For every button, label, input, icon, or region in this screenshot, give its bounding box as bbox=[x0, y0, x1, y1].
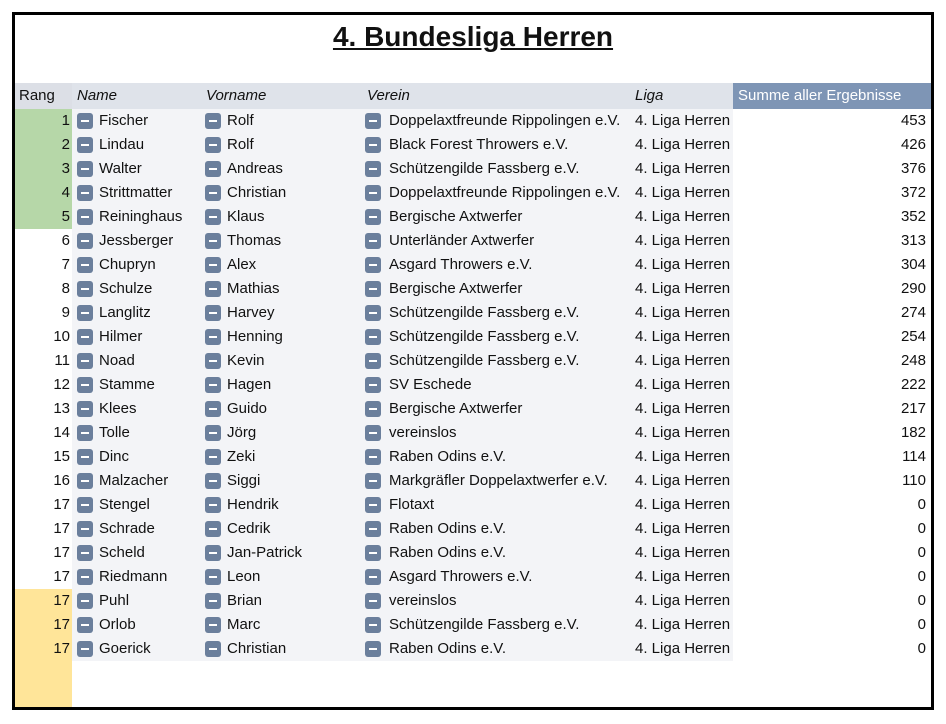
liga-cell[interactable]: 4. Liga Herren bbox=[635, 520, 731, 537]
name-cell[interactable]: Schrade bbox=[99, 520, 155, 537]
summe-cell[interactable]: 0 bbox=[917, 520, 926, 537]
summe-cell[interactable]: 248 bbox=[900, 352, 926, 369]
rang-cell[interactable]: 7 bbox=[61, 256, 70, 273]
liga-cell[interactable]: 4. Liga Herren bbox=[635, 112, 731, 129]
liga-cell[interactable]: 4. Liga Herren bbox=[635, 328, 731, 345]
minus-square-icon[interactable] bbox=[205, 353, 221, 369]
summe-cell[interactable]: 0 bbox=[917, 640, 926, 657]
vorname-cell[interactable]: Hagen bbox=[227, 376, 272, 393]
rang-cell[interactable]: 9 bbox=[61, 304, 70, 321]
minus-square-icon[interactable] bbox=[205, 401, 221, 417]
minus-square-icon[interactable] bbox=[77, 281, 93, 297]
name-cell[interactable]: Hilmer bbox=[99, 328, 143, 345]
minus-square-icon[interactable] bbox=[365, 257, 381, 273]
liga-cell[interactable]: 4. Liga Herren bbox=[635, 136, 731, 153]
minus-square-icon[interactable] bbox=[205, 377, 221, 393]
table-row bbox=[15, 205, 931, 229]
name-cell[interactable]: Jessberger bbox=[99, 232, 174, 249]
minus-square-icon[interactable] bbox=[77, 209, 93, 225]
minus-square-icon[interactable] bbox=[77, 593, 93, 609]
header-rang[interactable]: Rang bbox=[15, 83, 72, 109]
table-row bbox=[15, 637, 931, 661]
minus-square-icon[interactable] bbox=[205, 161, 221, 177]
name-cell[interactable]: Reininghaus bbox=[99, 208, 183, 225]
rang-cell[interactable]: 6 bbox=[61, 232, 70, 249]
minus-square-icon[interactable] bbox=[205, 185, 221, 201]
liga-cell[interactable]: 4. Liga Herren bbox=[635, 640, 731, 657]
minus-square-icon[interactable] bbox=[205, 497, 221, 513]
summe-cell[interactable]: 114 bbox=[902, 448, 926, 465]
name-cell[interactable]: Riedmann bbox=[99, 568, 168, 585]
minus-square-icon[interactable] bbox=[77, 137, 93, 153]
minus-square-icon[interactable] bbox=[365, 425, 381, 441]
minus-square-icon[interactable] bbox=[205, 281, 221, 297]
vorname-cell[interactable]: Hendrik bbox=[227, 496, 279, 513]
summe-cell[interactable]: 222 bbox=[900, 376, 926, 393]
minus-square-icon[interactable] bbox=[205, 617, 221, 633]
vorname-cell[interactable]: Leon bbox=[227, 568, 261, 585]
liga-cell[interactable]: 4. Liga Herren bbox=[635, 424, 731, 441]
minus-square-icon[interactable] bbox=[205, 113, 221, 129]
minus-square-icon[interactable] bbox=[77, 497, 93, 513]
minus-square-icon[interactable] bbox=[365, 305, 381, 321]
minus-square-icon[interactable] bbox=[205, 137, 221, 153]
table-row bbox=[15, 133, 931, 157]
minus-square-icon[interactable] bbox=[77, 353, 93, 369]
liga-cell[interactable]: 4. Liga Herren bbox=[635, 232, 731, 249]
minus-square-icon[interactable] bbox=[365, 209, 381, 225]
vorname-cell[interactable]: Alex bbox=[227, 256, 257, 273]
summe-cell[interactable]: 453 bbox=[900, 112, 926, 129]
verein-cell[interactable]: Schützengilde Fassberg e.V. bbox=[389, 304, 580, 321]
minus-square-icon[interactable] bbox=[77, 449, 93, 465]
minus-square-icon[interactable] bbox=[365, 473, 381, 489]
minus-square-icon[interactable] bbox=[365, 233, 381, 249]
minus-square-icon[interactable] bbox=[365, 593, 381, 609]
rang-cell[interactable]: 2 bbox=[61, 136, 70, 153]
page-title: 4. Bundesliga Herren bbox=[332, 21, 614, 52]
minus-square-icon[interactable] bbox=[205, 329, 221, 345]
name-cell[interactable]: Scheld bbox=[99, 544, 145, 561]
table-row bbox=[15, 613, 931, 637]
name-cell[interactable]: Strittmatter bbox=[99, 184, 173, 201]
header-vorname[interactable]: Vorname bbox=[206, 87, 267, 104]
verein-cell[interactable]: Bergische Axtwerfer bbox=[389, 208, 523, 225]
summe-cell[interactable]: 0 bbox=[917, 616, 926, 633]
minus-square-icon[interactable] bbox=[77, 521, 93, 537]
rang-cell[interactable]: 14 bbox=[53, 424, 70, 441]
name-cell[interactable]: Goerick bbox=[99, 640, 151, 657]
summe-cell[interactable]: 290 bbox=[900, 280, 926, 297]
summe-cell[interactable]: 0 bbox=[917, 496, 926, 513]
liga-cell[interactable]: 4. Liga Herren bbox=[635, 256, 731, 273]
minus-square-icon[interactable] bbox=[77, 185, 93, 201]
minus-square-icon[interactable] bbox=[205, 569, 221, 585]
minus-square-icon[interactable] bbox=[205, 305, 221, 321]
table-frame bbox=[12, 12, 934, 710]
vorname-cell[interactable]: Andreas bbox=[227, 160, 283, 177]
rang-cell[interactable]: 17 bbox=[53, 640, 70, 657]
rang-cell[interactable]: 17 bbox=[53, 568, 70, 585]
minus-square-icon[interactable] bbox=[205, 593, 221, 609]
header-name[interactable]: Name bbox=[77, 87, 118, 104]
minus-square-icon[interactable] bbox=[205, 641, 221, 657]
summe-cell[interactable]: 182 bbox=[900, 424, 926, 441]
summe-cell[interactable]: 376 bbox=[900, 160, 926, 177]
rang-cell[interactable]: 16 bbox=[53, 472, 70, 489]
vorname-cell[interactable]: Marc bbox=[227, 616, 261, 633]
minus-square-icon[interactable] bbox=[365, 617, 381, 633]
table-row bbox=[15, 541, 931, 565]
minus-square-icon[interactable] bbox=[365, 185, 381, 201]
minus-square-icon[interactable] bbox=[77, 545, 93, 561]
verein-cell[interactable]: Raben Odins e.V. bbox=[389, 640, 507, 657]
verein-cell[interactable]: Schützengilde Fassberg e.V. bbox=[389, 352, 580, 369]
liga-cell[interactable]: 4. Liga Herren bbox=[635, 280, 731, 297]
verein-cell[interactable]: Doppelaxtfreunde Rippolingen e.V. bbox=[389, 112, 621, 129]
minus-square-icon[interactable] bbox=[205, 545, 221, 561]
summe-cell[interactable]: 304 bbox=[900, 256, 926, 273]
rang-cell[interactable]: 17 bbox=[53, 616, 70, 633]
verein-cell[interactable]: vereinslos bbox=[389, 592, 457, 609]
liga-cell[interactable]: 4. Liga Herren bbox=[635, 160, 731, 177]
vorname-cell[interactable]: Rolf bbox=[227, 136, 254, 153]
rang-cell[interactable]: 15 bbox=[53, 448, 70, 465]
minus-square-icon[interactable] bbox=[365, 521, 381, 537]
vorname-cell[interactable]: Mathias bbox=[227, 280, 280, 297]
table-row bbox=[15, 421, 931, 445]
summe-cell[interactable]: 426 bbox=[900, 136, 926, 153]
rang-cell[interactable]: 17 bbox=[53, 496, 70, 513]
verein-cell[interactable]: Doppelaxtfreunde Rippolingen e.V. bbox=[389, 184, 621, 201]
name-cell[interactable]: Orlob bbox=[99, 616, 136, 633]
name-cell[interactable]: Stengel bbox=[99, 496, 150, 513]
vorname-cell[interactable]: Rolf bbox=[227, 112, 254, 129]
rang-cell[interactable]: 5 bbox=[61, 208, 70, 225]
rang-cell[interactable]: 4 bbox=[61, 184, 70, 201]
summe-cell[interactable]: 0 bbox=[917, 568, 926, 585]
rang-cell[interactable]: 11 bbox=[54, 352, 70, 369]
rang-cell[interactable]: 3 bbox=[61, 160, 70, 177]
table-row bbox=[15, 565, 931, 589]
vorname-cell[interactable]: Kevin bbox=[227, 352, 265, 369]
minus-square-icon[interactable] bbox=[77, 473, 93, 489]
liga-cell[interactable]: 4. Liga Herren bbox=[635, 352, 731, 369]
verein-cell[interactable]: Schützengilde Fassberg e.V. bbox=[389, 160, 580, 177]
summe-cell[interactable]: 352 bbox=[900, 208, 926, 225]
minus-square-icon[interactable] bbox=[365, 449, 381, 465]
name-cell[interactable]: Walter bbox=[99, 160, 142, 177]
minus-square-icon[interactable] bbox=[365, 401, 381, 417]
name-cell[interactable]: Puhl bbox=[99, 592, 130, 609]
vorname-cell[interactable]: Klaus bbox=[227, 208, 265, 225]
vorname-cell[interactable]: Zeki bbox=[227, 448, 256, 465]
vorname-cell[interactable]: Siggi bbox=[227, 472, 261, 489]
vorname-cell[interactable]: Christian bbox=[227, 640, 287, 657]
rang-cell[interactable]: 8 bbox=[61, 280, 70, 297]
summe-cell[interactable]: 217 bbox=[900, 400, 926, 417]
verein-cell[interactable]: Asgard Throwers e.V. bbox=[389, 568, 533, 585]
minus-square-icon[interactable] bbox=[77, 377, 93, 393]
summe-cell[interactable]: 372 bbox=[900, 184, 926, 201]
minus-square-icon[interactable] bbox=[205, 257, 221, 273]
minus-square-icon[interactable] bbox=[205, 473, 221, 489]
minus-square-icon[interactable] bbox=[365, 497, 381, 513]
minus-square-icon[interactable] bbox=[365, 569, 381, 585]
name-cell[interactable]: Lindau bbox=[99, 136, 145, 153]
liga-cell[interactable]: 4. Liga Herren bbox=[635, 448, 731, 465]
minus-square-icon[interactable] bbox=[365, 545, 381, 561]
vorname-cell[interactable]: Jörg bbox=[227, 424, 257, 441]
minus-square-icon[interactable] bbox=[365, 641, 381, 657]
minus-square-icon[interactable] bbox=[77, 617, 93, 633]
table-row bbox=[15, 109, 931, 133]
verein-cell[interactable]: Unterländer Axtwerfer bbox=[389, 232, 535, 249]
name-cell[interactable]: Schulze bbox=[99, 280, 153, 297]
rang-cell[interactable]: 1 bbox=[61, 112, 70, 129]
rang-cell[interactable]: 10 bbox=[53, 328, 70, 345]
name-cell[interactable]: Tolle bbox=[99, 424, 130, 441]
vorname-cell[interactable]: Christian bbox=[227, 184, 287, 201]
liga-cell[interactable]: 4. Liga Herren bbox=[635, 376, 731, 393]
header-summe[interactable]: Summe aller Ergebnisse bbox=[733, 83, 931, 109]
table-row bbox=[15, 349, 931, 373]
table-row bbox=[15, 229, 931, 253]
header-liga[interactable]: Liga bbox=[635, 87, 664, 104]
vorname-cell[interactable]: Henning bbox=[227, 328, 283, 345]
liga-cell[interactable]: 4. Liga Herren bbox=[635, 616, 731, 633]
verein-cell[interactable]: Black Forest Throwers e.V. bbox=[389, 136, 569, 153]
minus-square-icon[interactable] bbox=[365, 353, 381, 369]
liga-cell[interactable]: 4. Liga Herren bbox=[635, 472, 731, 489]
vorname-cell[interactable]: Guido bbox=[227, 400, 268, 417]
table-row bbox=[15, 157, 931, 181]
minus-square-icon[interactable] bbox=[205, 425, 221, 441]
verein-cell[interactable]: Bergische Axtwerfer bbox=[389, 280, 523, 297]
vorname-cell[interactable]: Cedrik bbox=[227, 520, 271, 537]
name-cell[interactable]: Noad bbox=[99, 352, 135, 369]
table-row bbox=[15, 397, 931, 421]
liga-cell[interactable]: 4. Liga Herren bbox=[635, 544, 731, 561]
table-row bbox=[15, 469, 931, 493]
rang-cell[interactable]: 12 bbox=[53, 376, 70, 393]
vorname-cell[interactable]: Jan-Patrick bbox=[227, 544, 303, 561]
liga-cell[interactable]: 4. Liga Herren bbox=[635, 568, 731, 585]
minus-square-icon[interactable] bbox=[205, 233, 221, 249]
minus-square-icon[interactable] bbox=[365, 377, 381, 393]
minus-square-icon[interactable] bbox=[77, 257, 93, 273]
table-row bbox=[15, 589, 931, 613]
minus-square-icon[interactable] bbox=[77, 329, 93, 345]
vorname-cell[interactable]: Thomas bbox=[227, 232, 282, 249]
table-header bbox=[15, 83, 931, 109]
summe-cell[interactable]: 274 bbox=[900, 304, 926, 321]
table-row bbox=[15, 277, 931, 301]
liga-cell[interactable]: 4. Liga Herren bbox=[635, 208, 731, 225]
minus-square-icon[interactable] bbox=[205, 209, 221, 225]
rang-cell[interactable]: 13 bbox=[53, 400, 70, 417]
minus-square-icon[interactable] bbox=[77, 305, 93, 321]
name-cell[interactable]: Malzacher bbox=[99, 472, 169, 489]
verein-cell[interactable]: Flotaxt bbox=[389, 496, 435, 513]
minus-square-icon[interactable] bbox=[77, 569, 93, 585]
name-cell[interactable]: Chupryn bbox=[99, 256, 156, 273]
name-cell[interactable]: Dinc bbox=[99, 448, 130, 465]
table-row bbox=[15, 517, 931, 541]
verein-cell[interactable]: Raben Odins e.V. bbox=[389, 448, 507, 465]
rang-cell[interactable]: 17 bbox=[53, 544, 70, 561]
minus-square-icon[interactable] bbox=[77, 425, 93, 441]
minus-square-icon[interactable] bbox=[205, 449, 221, 465]
liga-cell[interactable]: 4. Liga Herren bbox=[635, 304, 731, 321]
verein-cell[interactable]: Schützengilde Fassberg e.V. bbox=[389, 328, 580, 345]
summe-cell[interactable]: 0 bbox=[917, 592, 926, 609]
summe-cell[interactable]: 254 bbox=[900, 328, 926, 345]
name-cell[interactable]: Langlitz bbox=[99, 304, 151, 321]
verein-cell[interactable]: SV Eschede bbox=[389, 376, 472, 393]
verein-cell[interactable]: Asgard Throwers e.V. bbox=[389, 256, 533, 273]
summe-cell[interactable]: 110 bbox=[902, 472, 926, 489]
table-row bbox=[15, 325, 931, 349]
table-row bbox=[15, 373, 931, 397]
table-row bbox=[15, 181, 931, 205]
verein-cell[interactable]: Raben Odins e.V. bbox=[389, 520, 507, 537]
table-row bbox=[15, 445, 931, 469]
vorname-cell[interactable]: Brian bbox=[227, 592, 263, 609]
name-cell[interactable]: Fischer bbox=[99, 112, 149, 129]
minus-square-icon[interactable] bbox=[77, 113, 93, 129]
name-cell[interactable]: Klees bbox=[99, 400, 137, 417]
liga-cell[interactable]: 4. Liga Herren bbox=[635, 400, 731, 417]
verein-cell[interactable]: vereinslos bbox=[389, 424, 457, 441]
header-verein[interactable]: Verein bbox=[367, 87, 410, 104]
rang-cell[interactable]: 17 bbox=[53, 592, 70, 609]
table-row bbox=[15, 253, 931, 277]
minus-square-icon[interactable] bbox=[77, 641, 93, 657]
minus-square-icon[interactable] bbox=[365, 329, 381, 345]
verein-cell[interactable]: Markgräfler Doppelaxtwerfer e.V. bbox=[389, 472, 608, 489]
minus-square-icon[interactable] bbox=[77, 161, 93, 177]
verein-cell[interactable]: Bergische Axtwerfer bbox=[389, 400, 523, 417]
liga-cell[interactable]: 4. Liga Herren bbox=[635, 184, 731, 201]
vorname-cell[interactable]: Harvey bbox=[227, 304, 275, 321]
minus-square-icon[interactable] bbox=[365, 161, 381, 177]
verein-cell[interactable]: Schützengilde Fassberg e.V. bbox=[389, 616, 580, 633]
minus-square-icon[interactable] bbox=[365, 137, 381, 153]
minus-square-icon[interactable] bbox=[365, 113, 381, 129]
table-row bbox=[15, 493, 931, 517]
minus-square-icon[interactable] bbox=[77, 401, 93, 417]
name-cell[interactable]: Stamme bbox=[99, 376, 155, 393]
minus-square-icon[interactable] bbox=[365, 281, 381, 297]
verein-cell[interactable]: Raben Odins e.V. bbox=[389, 544, 507, 561]
liga-cell[interactable]: 4. Liga Herren bbox=[635, 496, 731, 513]
minus-square-icon[interactable] bbox=[205, 521, 221, 537]
summe-cell[interactable]: 313 bbox=[900, 232, 926, 249]
summe-cell[interactable]: 0 bbox=[917, 544, 926, 561]
liga-cell[interactable]: 4. Liga Herren bbox=[635, 592, 731, 609]
minus-square-icon[interactable] bbox=[77, 233, 93, 249]
rang-cell[interactable]: 17 bbox=[53, 520, 70, 537]
table-body bbox=[15, 109, 931, 661]
header-main bbox=[72, 83, 733, 109]
table-row bbox=[15, 301, 931, 325]
